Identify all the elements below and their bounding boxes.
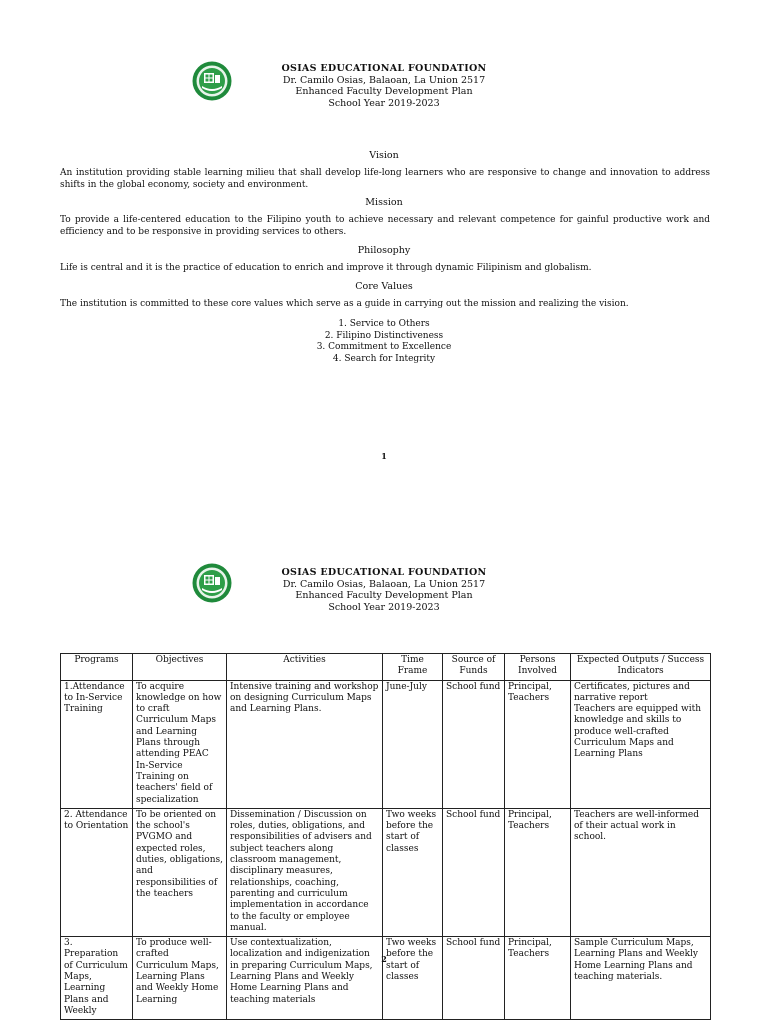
core-value-item: 4. Search for Integrity <box>332 354 436 365</box>
table-row <box>61 808 711 936</box>
program-cell: 2. Attendance to Orientation <box>61 808 133 936</box>
program-cell: 3. Preparation of Curriculum Maps, Learning Plans and Weekly <box>61 937 133 1020</box>
school-year: School Year 2019-2023 <box>328 601 440 613</box>
column-header: Persons Involved <box>505 654 571 681</box>
column-header: Expected Outputs / Success Indicators <box>571 654 711 681</box>
time-frame-cell: June-July <box>383 680 443 808</box>
program-cell: 1.Attendance to In-Service Training <box>61 680 133 808</box>
document-page-2 <box>0 500 768 1024</box>
core-values-heading: Core Values <box>355 281 413 292</box>
activity-cell: Dissemination / Discussion on roles, duties, obligations, and responsibilities of advisers and subject teachers along classroom management, disciplinary measures, relationships, coaching, parenting and curriculum implementation in accordance to the faculty or employee manual. <box>227 808 383 936</box>
funds-cell: School fund <box>443 937 505 1020</box>
organization-address: Dr. Camilo Osias, Balaoan, La Union 2517 <box>282 74 486 86</box>
core-values-list <box>0 319 768 366</box>
outputs-cell: Teachers are well-informed of their actual work in school. <box>571 808 711 936</box>
column-header: Programs <box>61 654 133 681</box>
persons-cell: Principal, Teachers <box>505 937 571 1020</box>
vision-heading: Vision <box>369 150 399 161</box>
persons-cell: Principal, Teachers <box>505 808 571 936</box>
table-row <box>61 680 711 808</box>
outputs-cell: Certificates, pictures and narrative report Teachers are equipped with knowledge and skills to produce well-crafted Curriculum Maps and Learning Plans <box>571 680 711 808</box>
time-frame-cell: Two weeks before the start of classes <box>383 808 443 936</box>
persons-cell: Principal, Teachers <box>505 680 571 808</box>
core-value-item: 3. Commitment to Excellence <box>316 342 452 353</box>
activity-cell: Intensive training and workshop on designing Curriculum Maps and Learning Plans. <box>227 680 383 808</box>
objective-cell: To acquire knowledge on how to craft Curriculum Maps and Learning Plans through attending PEAC In-Service Training on teachers' field of specialization <box>133 680 227 808</box>
core-value-item: 2. Filipino Distinctiveness <box>324 330 444 341</box>
column-header: Time Frame <box>383 654 443 681</box>
core-value-item: 1. Service to Others <box>338 319 430 329</box>
table-header-row <box>61 654 711 681</box>
mission-text: To provide a life-centered education to the Filipino youth to achieve necessary and relevant competence for gainful productive work and efficiency and to be responsive in providing services to others. <box>60 215 710 237</box>
objective-cell: To produce well-crafted Curriculum Maps, Learning Plans and Weekly Home Learning <box>133 937 227 1020</box>
outputs-cell: Sample Curriculum Maps, Learning Plans and Weekly Home Learning Plans and teaching materials. <box>571 937 711 1020</box>
philosophy-text: Life is central and it is the practice of education to enrich and improve it through dynamic Filipinism and globalism. <box>60 263 592 273</box>
philosophy-heading: Philosophy <box>357 245 411 256</box>
organization-address: Dr. Camilo Osias, Balaoan, La Union 2517 <box>282 578 486 590</box>
plan-title: Enhanced Faculty Development Plan <box>295 86 473 97</box>
plan-title: Enhanced Faculty Development Plan <box>295 590 473 601</box>
column-header: Source of Funds <box>443 654 505 681</box>
column-header: Objectives <box>133 654 227 681</box>
page-number: 1 <box>381 451 387 461</box>
document-header <box>0 567 768 613</box>
core-values-text: The institution is committed to these core values which serve as a guide in carrying out the mission and realizing the vision. <box>60 299 629 309</box>
time-frame-cell: Two weeks before the start of classes <box>383 937 443 1020</box>
vision-text: An institution providing stable learning milieu that shall develop life-long learners who are responsive to change and innovation to address shifts in the global economy, society and environment. <box>60 168 710 190</box>
column-header: Activities <box>227 654 383 681</box>
mission-heading: Mission <box>365 197 403 208</box>
page-number: 2 <box>381 954 387 964</box>
funds-cell: School fund <box>443 680 505 808</box>
school-year: School Year 2019-2023 <box>328 97 440 109</box>
objective-cell: To be oriented on the school's PVGMO and expected roles, duties, obligations, and responsibilities of the teachers <box>133 808 227 936</box>
table-row <box>61 937 711 1020</box>
activity-cell: Use contextualization, localization and indigenization in preparing Curriculum Maps, Learning Plans and Weekly Home Learning Plans and teaching materials <box>227 937 383 1020</box>
funds-cell: School fund <box>443 808 505 936</box>
organization-name: OSIAS EDUCATIONAL FOUNDATION <box>281 567 487 578</box>
document-page-1 <box>0 0 768 500</box>
faculty-development-table <box>60 653 711 1020</box>
document-header <box>0 63 768 109</box>
organization-name: OSIAS EDUCATIONAL FOUNDATION <box>281 63 487 74</box>
